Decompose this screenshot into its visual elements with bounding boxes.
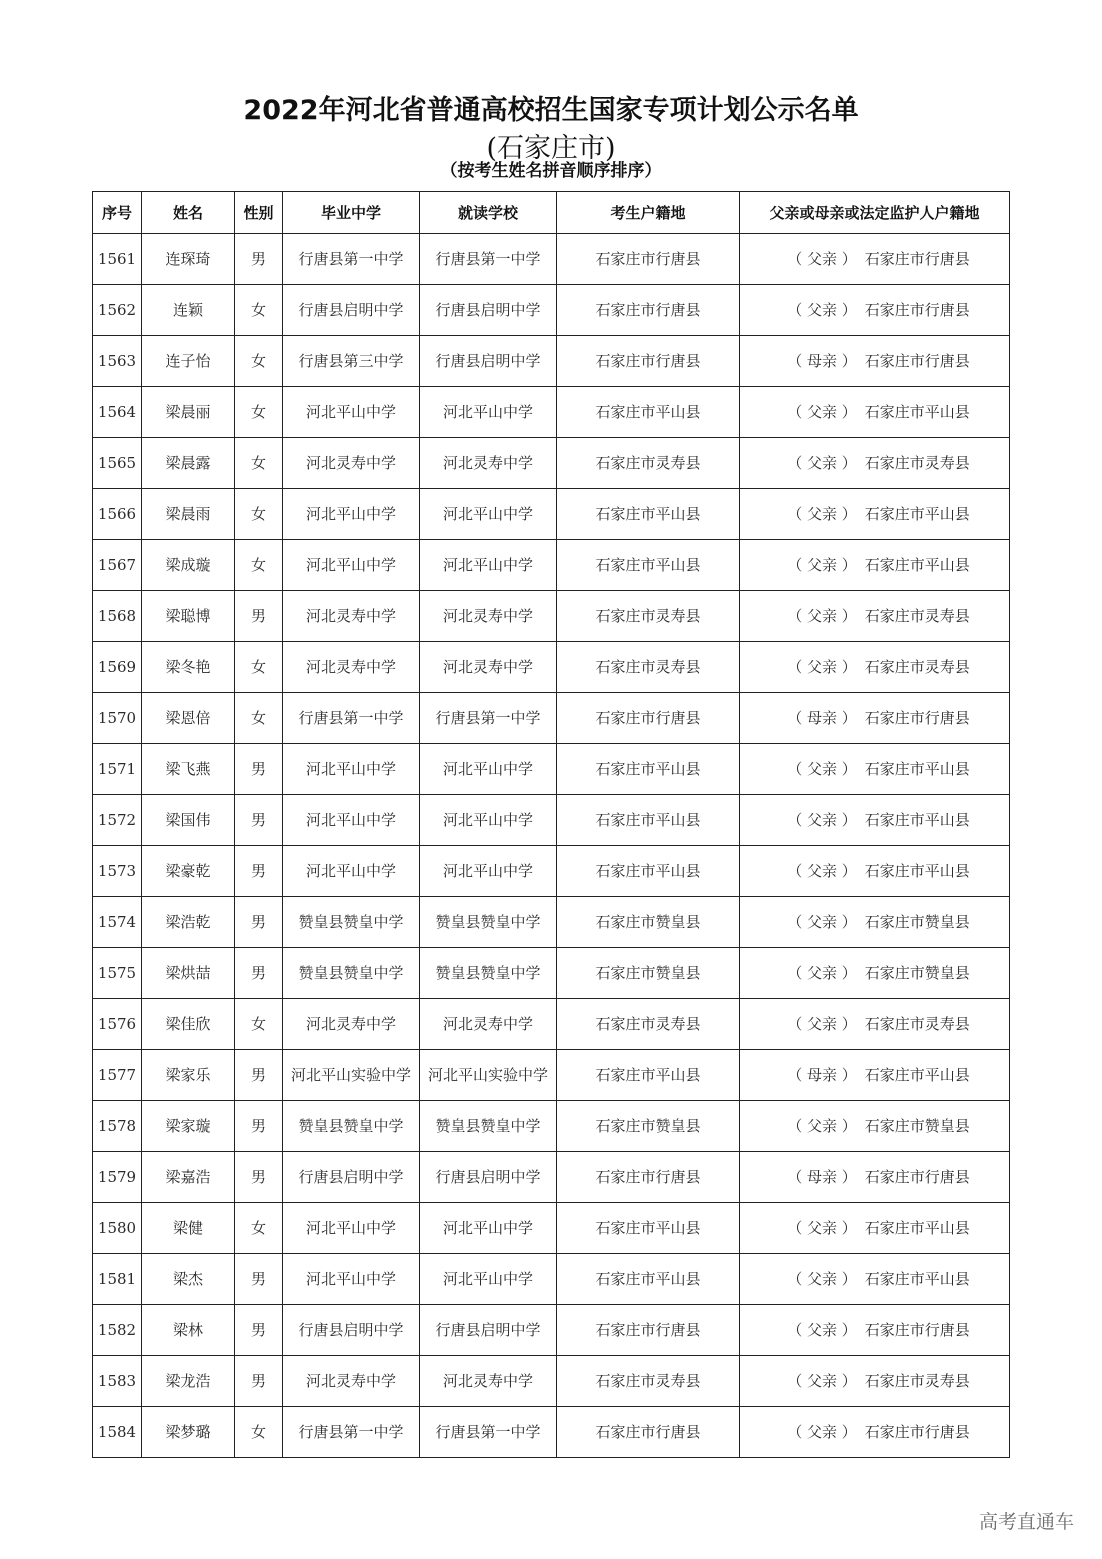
guardian-relation: （ 母亲 ）	[787, 708, 857, 727]
student-household: 石家庄市平山县	[557, 795, 740, 846]
table-row	[93, 642, 1010, 693]
graduation-school: 赞皇县赞皇中学	[283, 897, 420, 948]
student-household: 石家庄市行唐县	[557, 693, 740, 744]
roster-table	[92, 191, 1010, 1458]
table-row	[93, 744, 1010, 795]
row-number: 1570	[93, 693, 142, 744]
current-school: 行唐县第一中学	[420, 693, 557, 744]
row-number: 1565	[93, 438, 142, 489]
student-name: 梁飞燕	[142, 744, 235, 795]
guardian-household-cell	[740, 438, 1010, 489]
student-name: 梁梦璐	[142, 1407, 235, 1458]
graduation-school: 河北平山实验中学	[283, 1050, 420, 1101]
guardian-type: 父亲	[806, 1014, 837, 1033]
document-title: 2022年河北省普通高校招生国家专项计划公示名单	[243, 95, 859, 126]
guardian-relation: （ 父亲 ）	[787, 1014, 857, 1033]
student-gender: 男	[235, 1152, 283, 1203]
row-number: 1561	[93, 234, 142, 285]
table-row	[93, 1407, 1010, 1458]
student-household: 石家庄市平山县	[557, 1050, 740, 1101]
student-household: 石家庄市平山县	[557, 1254, 740, 1305]
guardian-household-cell	[740, 693, 1010, 744]
guardian-type: 父亲	[806, 963, 837, 982]
guardian-relation: （ 父亲 ）	[787, 861, 857, 880]
guardian-type: 母亲	[806, 1065, 837, 1084]
guardian-household-cell	[740, 1305, 1010, 1356]
guardian-household: 石家庄市灵寿县	[864, 606, 970, 625]
student-household: 石家庄市灵寿县	[557, 591, 740, 642]
graduation-school: 行唐县启明中学	[283, 1305, 420, 1356]
graduation-school: 行唐县启明中学	[283, 285, 420, 336]
row-number: 1566	[93, 489, 142, 540]
guardian-household: 石家庄市行唐县	[864, 1320, 970, 1339]
guardian-type: 父亲	[806, 1116, 837, 1135]
guardian-type: 父亲	[806, 300, 837, 319]
guardian-household-cell	[740, 897, 1010, 948]
guardian-relation: （ 父亲 ）	[787, 1320, 857, 1339]
guardian-household-cell	[740, 336, 1010, 387]
guardian-household: 石家庄市行唐县	[864, 708, 970, 727]
student-household: 石家庄市赞皇县	[557, 897, 740, 948]
guardian-household-cell	[740, 489, 1010, 540]
guardian-household-cell	[740, 591, 1010, 642]
document-subtitle: （按考生姓名拼音顺序排序）	[440, 161, 662, 181]
column-header-graduation-school: 毕业中学	[283, 192, 420, 234]
table-body	[93, 234, 1010, 1458]
student-name: 梁豪乾	[142, 846, 235, 897]
guardian-type: 父亲	[806, 1422, 837, 1441]
student-name: 梁烘喆	[142, 948, 235, 999]
guardian-household-cell	[740, 1152, 1010, 1203]
guardian-household: 石家庄市赞皇县	[864, 963, 970, 982]
guardian-household: 石家庄市行唐县	[864, 249, 970, 268]
row-number: 1581	[93, 1254, 142, 1305]
student-household: 石家庄市灵寿县	[557, 642, 740, 693]
current-school: 行唐县启明中学	[420, 285, 557, 336]
row-number: 1567	[93, 540, 142, 591]
student-name: 梁成璇	[142, 540, 235, 591]
table-row	[93, 1305, 1010, 1356]
guardian-relation: （ 父亲 ）	[787, 1269, 857, 1288]
table-row	[93, 438, 1010, 489]
graduation-school: 河北灵寿中学	[283, 591, 420, 642]
student-gender: 男	[235, 1356, 283, 1407]
guardian-household-cell	[740, 540, 1010, 591]
graduation-school: 行唐县第一中学	[283, 1407, 420, 1458]
table-row	[93, 846, 1010, 897]
student-gender: 女	[235, 387, 283, 438]
current-school: 河北平山实验中学	[420, 1050, 557, 1101]
guardian-household-cell	[740, 234, 1010, 285]
graduation-school: 河北平山中学	[283, 744, 420, 795]
student-name: 梁冬艳	[142, 642, 235, 693]
student-gender: 女	[235, 540, 283, 591]
table-row	[93, 1254, 1010, 1305]
student-household: 石家庄市平山县	[557, 744, 740, 795]
table-row	[93, 489, 1010, 540]
student-household: 石家庄市行唐县	[557, 1152, 740, 1203]
table-row	[93, 795, 1010, 846]
table-row	[93, 1152, 1010, 1203]
guardian-household: 石家庄市行唐县	[864, 1422, 970, 1441]
row-number: 1584	[93, 1407, 142, 1458]
row-number: 1568	[93, 591, 142, 642]
column-header-current-school: 就读学校	[420, 192, 557, 234]
guardian-type: 父亲	[806, 810, 837, 829]
guardian-household-cell	[740, 744, 1010, 795]
guardian-household: 石家庄市灵寿县	[864, 453, 970, 472]
guardian-type: 父亲	[806, 249, 837, 268]
student-name: 梁晨丽	[142, 387, 235, 438]
graduation-school: 河北平山中学	[283, 1203, 420, 1254]
guardian-relation: （ 父亲 ）	[787, 759, 857, 778]
student-household: 石家庄市赞皇县	[557, 948, 740, 999]
graduation-school: 河北平山中学	[283, 846, 420, 897]
row-number: 1575	[93, 948, 142, 999]
student-name: 梁杰	[142, 1254, 235, 1305]
guardian-household: 石家庄市灵寿县	[864, 1371, 970, 1390]
guardian-type: 父亲	[806, 606, 837, 625]
graduation-school: 河北平山中学	[283, 1254, 420, 1305]
guardian-relation: （ 父亲 ）	[787, 504, 857, 523]
student-name: 梁恩倍	[142, 693, 235, 744]
current-school: 行唐县启明中学	[420, 336, 557, 387]
guardian-relation: （ 母亲 ）	[787, 351, 857, 370]
student-gender: 女	[235, 999, 283, 1050]
graduation-school: 河北平山中学	[283, 387, 420, 438]
table-row	[93, 999, 1010, 1050]
graduation-school: 行唐县启明中学	[283, 1152, 420, 1203]
guardian-relation: （ 父亲 ）	[787, 606, 857, 625]
student-gender: 男	[235, 795, 283, 846]
guardian-type: 父亲	[806, 1218, 837, 1237]
student-gender: 女	[235, 1407, 283, 1458]
guardian-household-cell	[740, 1356, 1010, 1407]
student-household: 石家庄市行唐县	[557, 1305, 740, 1356]
student-gender: 男	[235, 897, 283, 948]
student-name: 梁嘉浩	[142, 1152, 235, 1203]
guardian-household: 石家庄市赞皇县	[864, 912, 970, 931]
student-household: 石家庄市灵寿县	[557, 1356, 740, 1407]
guardian-household-cell	[740, 1050, 1010, 1101]
current-school: 河北灵寿中学	[420, 999, 557, 1050]
document-city: (石家庄市)	[486, 133, 616, 164]
row-number: 1571	[93, 744, 142, 795]
student-name: 梁健	[142, 1203, 235, 1254]
guardian-relation: （ 父亲 ）	[787, 1116, 857, 1135]
guardian-household: 石家庄市平山县	[864, 1218, 970, 1237]
table-row	[93, 591, 1010, 642]
guardian-type: 父亲	[806, 1320, 837, 1339]
student-gender: 男	[235, 948, 283, 999]
guardian-household-cell	[740, 948, 1010, 999]
table-row	[93, 1356, 1010, 1407]
guardian-household-cell	[740, 1101, 1010, 1152]
current-school: 行唐县启明中学	[420, 1305, 557, 1356]
guardian-relation: （ 父亲 ）	[787, 1218, 857, 1237]
guardian-type: 父亲	[806, 759, 837, 778]
student-household: 石家庄市平山县	[557, 1203, 740, 1254]
guardian-household-cell	[740, 1407, 1010, 1458]
table-row	[93, 693, 1010, 744]
table-row	[93, 1101, 1010, 1152]
graduation-school: 河北灵寿中学	[283, 438, 420, 489]
guardian-household-cell	[740, 846, 1010, 897]
table-row	[93, 897, 1010, 948]
student-name: 连琛琦	[142, 234, 235, 285]
student-household: 石家庄市赞皇县	[557, 1101, 740, 1152]
graduation-school: 河北灵寿中学	[283, 1356, 420, 1407]
current-school: 河北灵寿中学	[420, 438, 557, 489]
graduation-school: 河北灵寿中学	[283, 999, 420, 1050]
guardian-household: 石家庄市行唐县	[864, 300, 970, 319]
guardian-household-cell	[740, 795, 1010, 846]
student-gender: 女	[235, 693, 283, 744]
current-school: 河北灵寿中学	[420, 1356, 557, 1407]
student-gender: 女	[235, 336, 283, 387]
current-school: 赞皇县赞皇中学	[420, 897, 557, 948]
student-household: 石家庄市行唐县	[557, 285, 740, 336]
guardian-relation: （ 父亲 ）	[787, 657, 857, 676]
student-name: 梁林	[142, 1305, 235, 1356]
current-school: 河北灵寿中学	[420, 642, 557, 693]
row-number: 1578	[93, 1101, 142, 1152]
student-gender: 男	[235, 234, 283, 285]
student-household: 石家庄市灵寿县	[557, 999, 740, 1050]
current-school: 河北灵寿中学	[420, 591, 557, 642]
guardian-type: 父亲	[806, 1269, 837, 1288]
current-school: 行唐县第一中学	[420, 1407, 557, 1458]
guardian-household: 石家庄市赞皇县	[864, 1116, 970, 1135]
table-row	[93, 234, 1010, 285]
row-number: 1573	[93, 846, 142, 897]
guardian-relation: （ 父亲 ）	[787, 402, 857, 421]
guardian-relation: （ 母亲 ）	[787, 1065, 857, 1084]
current-school: 河北平山中学	[420, 795, 557, 846]
student-gender: 女	[235, 285, 283, 336]
current-school: 河北平山中学	[420, 1254, 557, 1305]
row-number: 1563	[93, 336, 142, 387]
student-name: 梁家乐	[142, 1050, 235, 1101]
student-name: 梁浩乾	[142, 897, 235, 948]
guardian-household-cell	[740, 387, 1010, 438]
student-gender: 女	[235, 642, 283, 693]
guardian-household: 石家庄市平山县	[864, 861, 970, 880]
table-row	[93, 540, 1010, 591]
student-household: 石家庄市平山县	[557, 387, 740, 438]
table-row	[93, 1050, 1010, 1101]
row-number: 1572	[93, 795, 142, 846]
column-header-number: 序号	[93, 192, 142, 234]
guardian-household: 石家庄市灵寿县	[864, 1014, 970, 1033]
table-row	[93, 336, 1010, 387]
graduation-school: 河北平山中学	[283, 540, 420, 591]
student-name: 梁晨露	[142, 438, 235, 489]
guardian-household-cell	[740, 999, 1010, 1050]
column-header-name: 姓名	[142, 192, 235, 234]
guardian-type: 父亲	[806, 504, 837, 523]
table-header-row	[93, 192, 1010, 234]
row-number: 1579	[93, 1152, 142, 1203]
guardian-relation: （ 父亲 ）	[787, 810, 857, 829]
student-gender: 女	[235, 489, 283, 540]
graduation-school: 河北平山中学	[283, 795, 420, 846]
guardian-relation: （ 父亲 ）	[787, 1371, 857, 1390]
guardian-relation: （ 父亲 ）	[787, 1422, 857, 1441]
current-school: 河北平山中学	[420, 540, 557, 591]
guardian-type: 父亲	[806, 912, 837, 931]
table-row	[93, 1203, 1010, 1254]
student-household: 石家庄市行唐县	[557, 336, 740, 387]
guardian-type: 父亲	[806, 657, 837, 676]
guardian-type: 父亲	[806, 1371, 837, 1390]
student-gender: 男	[235, 1254, 283, 1305]
student-name: 梁龙浩	[142, 1356, 235, 1407]
graduation-school: 赞皇县赞皇中学	[283, 1101, 420, 1152]
student-household: 石家庄市平山县	[557, 846, 740, 897]
guardian-type: 母亲	[806, 1167, 837, 1186]
student-gender: 男	[235, 1305, 283, 1356]
graduation-school: 行唐县第一中学	[283, 234, 420, 285]
current-school: 河北平山中学	[420, 846, 557, 897]
student-household: 石家庄市平山县	[557, 540, 740, 591]
graduation-school: 河北灵寿中学	[283, 642, 420, 693]
guardian-type: 母亲	[806, 351, 837, 370]
row-number: 1583	[93, 1356, 142, 1407]
guardian-type: 父亲	[806, 402, 837, 421]
guardian-household-cell	[740, 1203, 1010, 1254]
graduation-school: 行唐县第三中学	[283, 336, 420, 387]
graduation-school: 赞皇县赞皇中学	[283, 948, 420, 999]
row-number: 1562	[93, 285, 142, 336]
graduation-school: 河北平山中学	[283, 489, 420, 540]
guardian-household: 石家庄市灵寿县	[864, 657, 970, 676]
student-name: 连颖	[142, 285, 235, 336]
guardian-type: 父亲	[806, 453, 837, 472]
student-gender: 女	[235, 438, 283, 489]
guardian-household-cell	[740, 1254, 1010, 1305]
guardian-type: 母亲	[806, 708, 837, 727]
current-school: 河北平山中学	[420, 1203, 557, 1254]
guardian-household: 石家庄市平山县	[864, 810, 970, 829]
guardian-relation: （ 父亲 ）	[787, 300, 857, 319]
column-header-guardian-household: 父亲或母亲或法定监护人户籍地	[740, 192, 1010, 234]
row-number: 1564	[93, 387, 142, 438]
student-gender: 男	[235, 1101, 283, 1152]
guardian-relation: （ 父亲 ）	[787, 453, 857, 472]
column-header-household: 考生户籍地	[557, 192, 740, 234]
student-household: 石家庄市平山县	[557, 489, 740, 540]
student-gender: 男	[235, 591, 283, 642]
row-number: 1580	[93, 1203, 142, 1254]
row-number: 1577	[93, 1050, 142, 1101]
table-row	[93, 948, 1010, 999]
student-gender: 男	[235, 744, 283, 795]
student-name: 梁聪博	[142, 591, 235, 642]
table-row	[93, 387, 1010, 438]
guardian-relation: （ 父亲 ）	[787, 912, 857, 931]
guardian-household: 石家庄市平山县	[864, 402, 970, 421]
guardian-household: 石家庄市行唐县	[864, 1167, 970, 1186]
guardian-household: 石家庄市平山县	[864, 504, 970, 523]
student-gender: 男	[235, 1050, 283, 1101]
student-name: 梁佳欣	[142, 999, 235, 1050]
guardian-relation: （ 母亲 ）	[787, 1167, 857, 1186]
student-name: 连子怡	[142, 336, 235, 387]
current-school: 赞皇县赞皇中学	[420, 948, 557, 999]
watermark: 高考直通车	[978, 1511, 1074, 1533]
guardian-household: 石家庄市平山县	[864, 759, 970, 778]
student-household: 石家庄市行唐县	[557, 234, 740, 285]
guardian-type: 父亲	[806, 555, 837, 574]
guardian-household: 石家庄市行唐县	[864, 351, 970, 370]
current-school: 行唐县第一中学	[420, 234, 557, 285]
table-row	[93, 285, 1010, 336]
student-name: 梁晨雨	[142, 489, 235, 540]
row-number: 1569	[93, 642, 142, 693]
guardian-household-cell	[740, 285, 1010, 336]
row-number: 1576	[93, 999, 142, 1050]
student-household: 石家庄市灵寿县	[557, 438, 740, 489]
graduation-school: 行唐县第一中学	[283, 693, 420, 744]
guardian-household: 石家庄市平山县	[864, 555, 970, 574]
guardian-relation: （ 父亲 ）	[787, 555, 857, 574]
current-school: 赞皇县赞皇中学	[420, 1101, 557, 1152]
guardian-type: 父亲	[806, 861, 837, 880]
row-number: 1582	[93, 1305, 142, 1356]
current-school: 河北平山中学	[420, 387, 557, 438]
student-gender: 女	[235, 1203, 283, 1254]
guardian-household: 石家庄市平山县	[864, 1065, 970, 1084]
current-school: 行唐县启明中学	[420, 1152, 557, 1203]
row-number: 1574	[93, 897, 142, 948]
student-name: 梁家璇	[142, 1101, 235, 1152]
guardian-household-cell	[740, 642, 1010, 693]
student-name: 梁国伟	[142, 795, 235, 846]
student-household: 石家庄市行唐县	[557, 1407, 740, 1458]
guardian-relation: （ 父亲 ）	[787, 963, 857, 982]
current-school: 河北平山中学	[420, 744, 557, 795]
column-header-gender: 性别	[235, 192, 283, 234]
guardian-relation: （ 父亲 ）	[787, 249, 857, 268]
student-gender: 男	[235, 846, 283, 897]
current-school: 河北平山中学	[420, 489, 557, 540]
guardian-household: 石家庄市平山县	[864, 1269, 970, 1288]
